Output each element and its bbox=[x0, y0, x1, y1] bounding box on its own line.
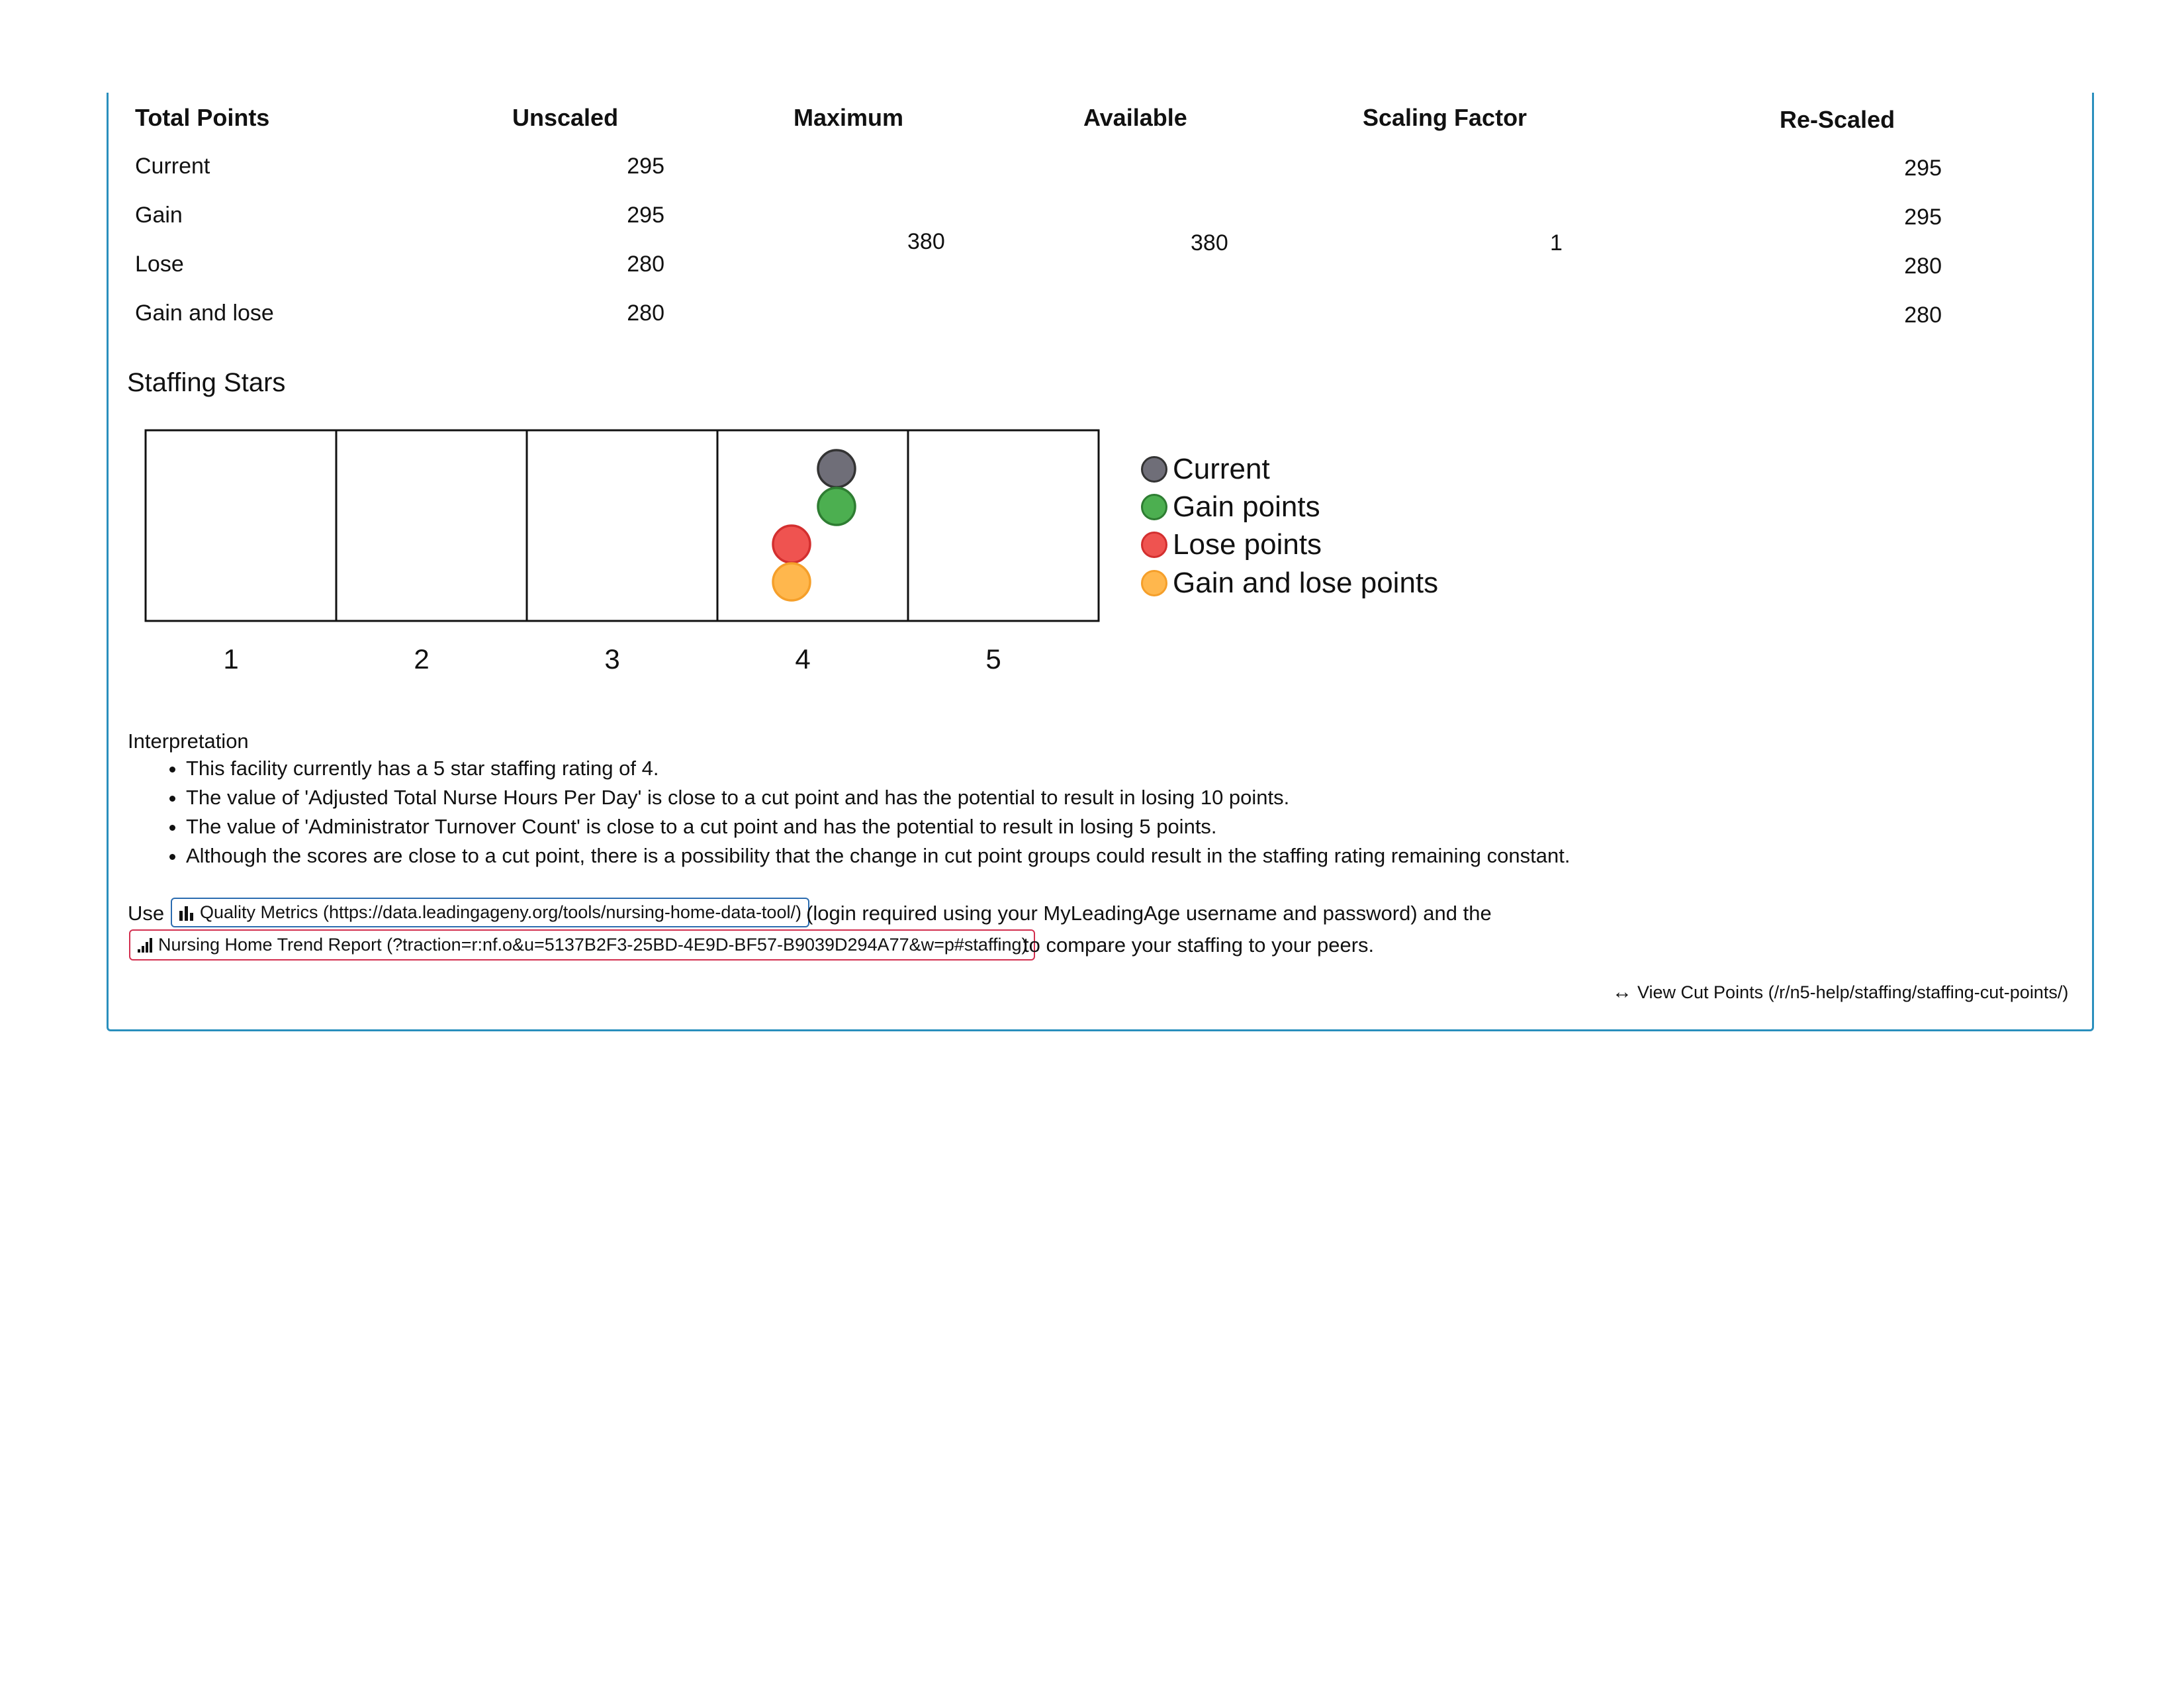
interpretation-item: • The value of 'Administrator Turnover Count' is close to a cut point and has the potential to result in losing 5 points. bbox=[186, 816, 1570, 837]
links-middle-text: (login required using your MyLeadingAge username and password) and the bbox=[806, 902, 1492, 925]
star-box-2 bbox=[336, 430, 527, 621]
legend-gain-swatch bbox=[1141, 494, 1167, 520]
row-rescaled-lose: 280 bbox=[1904, 254, 1942, 279]
header-unscaled: Unscaled bbox=[512, 104, 619, 131]
interpretation-title: Interpretation bbox=[128, 729, 249, 753]
marker-gain bbox=[818, 488, 855, 525]
left-right-arrow-icon: ↔ bbox=[1612, 981, 1632, 1003]
row-unscaled-current: 295 bbox=[627, 154, 664, 179]
marker-gain-and-lose bbox=[773, 563, 810, 600]
star-box-3 bbox=[527, 430, 717, 621]
header-rescaled: Re-Scaled bbox=[1780, 106, 1895, 133]
view-cut-points-text: View Cut Points (/r/n5-help/staffing/staffing-cut-points/) bbox=[1637, 982, 2069, 1002]
star-box-4 bbox=[717, 430, 908, 621]
scaling-factor-value: 1 bbox=[1550, 230, 1563, 256]
links-suffix-text: to compare your staffing to your peers. bbox=[1023, 933, 1375, 957]
scale-label-1: 1 bbox=[223, 643, 239, 675]
legend-gain-and-lose-label: Gain and lose points bbox=[1173, 567, 1439, 599]
available-value: 380 bbox=[1191, 230, 1228, 256]
interpretation-item: • This facility currently has a 5 star staffing rating of 4. bbox=[186, 758, 1570, 778]
header-available: Available bbox=[1083, 104, 1187, 131]
row-rescaled-gain: 295 bbox=[1904, 205, 1942, 230]
row-unscaled-lose: 280 bbox=[627, 252, 664, 277]
row-label-gain: Gain bbox=[135, 203, 183, 228]
row-rescaled-gain-and-lose: 280 bbox=[1904, 303, 1942, 328]
marker-lose bbox=[773, 526, 810, 563]
star-box-1 bbox=[146, 430, 336, 621]
signal-bars-icon bbox=[137, 937, 153, 953]
legend-lose-label: Lose points bbox=[1173, 528, 1322, 561]
legend-gain bbox=[1141, 491, 1320, 524]
row-rescaled-current: 295 bbox=[1904, 156, 1942, 181]
quality-metrics-link-text: Quality Metrics (https://data.leadingageny.org/tools/nursing-home-data-tool/) bbox=[200, 902, 801, 922]
interpretation-item: • The value of 'Adjusted Total Nurse Hours Per Day' is close to a cut point and has the potential to result in losing 10 points. bbox=[186, 787, 1570, 808]
maximum-value: 380 bbox=[907, 229, 945, 254]
legend-current-swatch bbox=[1141, 456, 1167, 483]
trend-report-link[interactable] bbox=[129, 929, 1035, 961]
trend-report-link-text: Nursing Home Trend Report (?traction=r:nf.o&u=5137B2F3-25BD-4E9D-BF57-B9039D294A77&w=p#staffing) bbox=[158, 935, 1028, 955]
legend-gain-and-lose bbox=[1141, 567, 1438, 600]
scale-label-5: 5 bbox=[985, 643, 1001, 675]
interpretation-item: • Although the scores are close to a cut point, there is a possibility that the change in cut point groups could result in the staffing rating remaining constant. bbox=[186, 845, 1570, 866]
interpretation-list bbox=[162, 758, 1570, 874]
header-scaling-factor: Scaling Factor bbox=[1363, 104, 1527, 131]
marker-current bbox=[818, 450, 855, 487]
legend-gain-and-lose-swatch bbox=[1141, 570, 1167, 596]
header-maximum: Maximum bbox=[794, 104, 904, 131]
quality-metrics-link[interactable] bbox=[171, 898, 809, 927]
scale-label-2: 2 bbox=[414, 643, 430, 675]
row-label-current: Current bbox=[135, 154, 210, 179]
scale-label-4: 4 bbox=[795, 643, 811, 675]
row-unscaled-gain: 295 bbox=[627, 203, 664, 228]
legend-gain-label: Gain points bbox=[1173, 491, 1320, 523]
bar-chart-icon bbox=[179, 904, 195, 921]
scale-label-3: 3 bbox=[604, 643, 620, 675]
view-cut-points-link[interactable] bbox=[1612, 981, 2068, 1004]
staffing-stars-chart bbox=[0, 0, 2184, 728]
use-prefix: Use bbox=[128, 902, 165, 925]
star-box-5 bbox=[908, 430, 1099, 621]
row-unscaled-gain-and-lose: 280 bbox=[627, 301, 664, 326]
legend-current-label: Current bbox=[1173, 453, 1270, 485]
header-total-points: Total Points bbox=[135, 104, 270, 131]
legend-lose bbox=[1141, 528, 1322, 561]
legend-current bbox=[1141, 453, 1270, 486]
legend-lose-swatch bbox=[1141, 532, 1167, 558]
row-label-lose: Lose bbox=[135, 252, 184, 277]
row-label-gain-and-lose: Gain and lose bbox=[135, 301, 274, 326]
staffing-stars-title: Staffing Stars bbox=[127, 368, 286, 397]
